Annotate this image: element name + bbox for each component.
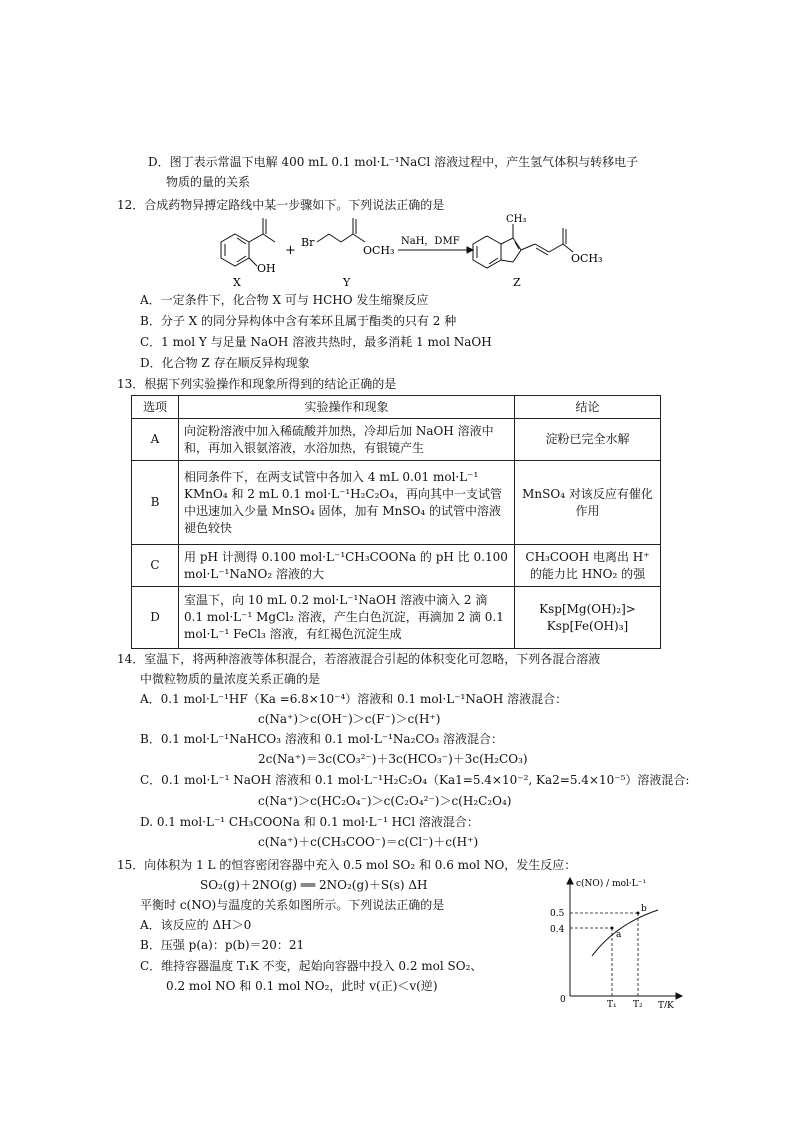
q15-option-a: A．该反应的 ΔH＞0 [140, 918, 252, 932]
q12-option-d: D．化合物 Z 存在顺反异构现象 [140, 356, 310, 370]
row-conclusion: 淀粉已完全水解 [515, 419, 661, 461]
compound-z-structure [473, 224, 573, 268]
y-label: Y [343, 276, 351, 289]
table-row [132, 545, 661, 587]
reaction-arrow [398, 247, 473, 253]
x-tick-t2: T₂ [633, 1000, 643, 1008]
row-option: B [132, 461, 179, 545]
origin-label: 0 [560, 995, 566, 1005]
q11-option-d-line1: D．图丁表示常温下电解 400 mL 0.1 mol·L⁻¹NaCl 溶液过程中，产生氢气体积与转移电子 [148, 155, 639, 169]
point-a-marker [611, 927, 614, 930]
q14-option-a: A．0.1 mol·L⁻¹HF（Ka =6.8×10⁻⁴）溶液和 0.1 mol·L⁻¹NaOH 溶液混合： [140, 692, 568, 706]
plus-sign: + [285, 243, 296, 258]
y-tick-0.5: 0.5 [550, 909, 565, 919]
q14-stem-line2: 中微粒物质的量浓度关系正确的是 [140, 672, 321, 686]
row-option: C [132, 545, 179, 587]
q15-option-c: C．维持容器温度 T₁K 不变，起始向容器中投入 0.2 mol SO₂、 [140, 959, 483, 973]
header-conclusion: 结论 [515, 396, 661, 419]
q14-option-c: C．0.1 mol·L⁻¹ NaOH 溶液和 0.1 mol·L⁻¹H₂C₂O₄（Ka1=5.4×10⁻², Ka2=5.4×10⁻⁵）溶液混合: [140, 773, 690, 787]
q12-stem: 12．合成药物异搏定路线中某一步骤如下。下列说法正确的是 [117, 198, 445, 212]
table-row [132, 419, 661, 461]
y-br-label: Br [301, 236, 315, 249]
table-row [132, 461, 661, 545]
z-label: Z [513, 276, 521, 289]
q13-experiment-table [131, 395, 661, 649]
row-option: A [132, 419, 179, 461]
q12-reaction-scheme [215, 210, 615, 290]
x-oh-label: OH [257, 262, 276, 275]
compound-y-structure [317, 218, 365, 242]
row-conclusion: Ksp[Mg(OH)₂]> Ksp[Fe(OH)₃] [515, 587, 661, 649]
q15-option-c-line2: 0.2 mol NO 和 0.1 mol NO₂，此时 v(正)＜v(逆) [166, 979, 438, 993]
row-operation: 向淀粉溶液中加入稀硫酸并加热，冷却后加 NaOH 溶液中和，再加入银氨溶液，水浴加热，有银镜产生 [179, 419, 515, 461]
point-b-label: b [641, 904, 647, 914]
compound-x-structure [221, 218, 275, 266]
q14-option-b-relation: 2c(Na⁺)＝3c(CO₃²⁻)＋3c(HCO₃⁻)＋3c(H₂CO₃) [258, 752, 528, 766]
q15-cno-temperature-graph [546, 876, 686, 1008]
table-row [132, 587, 661, 649]
q15-stem: 15．向体积为 1 L 的恒容密闭容器中充入 0.5 mol SO₂ 和 0.6 mol NO，发生反应： [117, 858, 577, 872]
row-operation: 相同条件下，在两支试管中各加入 4 mL 0.01 mol·L⁻¹ KMnO₄ 和 2 mL 0.1 mol·L⁻¹H₂C₂O₄，再向其中一支试管中迅速加入少量 MnSO₄ 固体，加有 MnSO₄ 的试管中溶液褪色较快 [179, 461, 515, 545]
q14-option-d-relation: c(Na⁺)＋c(CH₃COO⁻)＝c(Cl⁻)＋c(H⁺) [258, 835, 479, 849]
q11-option-d-line2: 物质的量的关系 [166, 175, 251, 189]
q13-stem: 13．根据下列实验操作和现象所得到的结论正确的是 [117, 377, 397, 391]
y-och3-label: OCH₃ [363, 244, 395, 257]
q15-equation: SO₂(g)＋2NO(g) ══ 2NO₂(g)＋S(s) ΔH [200, 878, 428, 892]
y-axis-arrow [567, 878, 573, 884]
q14-option-b: B．0.1 mol·L⁻¹NaHCO₃ 溶液和 0.1 mol·L⁻¹Na₂CO₃ 溶液混合： [140, 732, 504, 746]
y-tick-0.4: 0.4 [550, 925, 565, 935]
q12-option-b: B．分子 X 的同分异构体中含有苯环且属于酯类的只有 2 种 [140, 314, 457, 328]
x-label: X [233, 276, 241, 289]
q14-stem-line1: 14．室温下，将两种溶液等体积混合，若溶液混合引起的体积变化可忽略，下列各混合溶液 [117, 652, 601, 666]
x-axis-label: T/K [658, 1001, 674, 1008]
q12-option-c: C．1 mol Y 与足量 NaOH 溶液共热时，最多消耗 1 mol NaOH [140, 335, 492, 349]
z-och3-label: OCH₃ [571, 252, 603, 265]
q14-option-d: D. 0.1 mol·L⁻¹ CH₃COONa 和 0.1 mol·L⁻¹ HCl 溶液混合： [140, 815, 479, 829]
point-b-marker [637, 912, 640, 915]
q12-option-a: A．一定条件下，化合物 X 可与 HCHO 发生缩聚反应 [140, 293, 429, 307]
q15-option-b: B．压强 p(a)：p(b)＝20：21 [140, 938, 305, 952]
row-operation: 室温下，向 10 mL 0.2 mol·L⁻¹NaOH 溶液中滴入 2 滴 0.1 mol·L⁻¹ MgCl₂ 溶液，产生白色沉淀，再滴加 2 滴 0.1 mol·L⁻¹ FeCl₃ 溶液，有红褐色沉淀生成 [179, 587, 515, 649]
x-tick-t1: T₁ [607, 1000, 617, 1008]
row-conclusion: MnSO₄ 对该反应有催化作用 [515, 461, 661, 545]
equilibrium-curve [592, 910, 658, 956]
x-axis-arrow [676, 993, 682, 999]
table-header-row [132, 396, 661, 419]
row-option: D [132, 587, 179, 649]
header-operation: 实验操作和现象 [179, 396, 515, 419]
point-a-label: a [616, 930, 622, 940]
q14-option-c-relation: c(Na⁺)＞c(HC₂O₄⁻)＞c(C₂O₄²⁻)＞c(H₂C₂O₄) [258, 794, 512, 808]
q14-option-a-relation: c(Na⁺)＞c(OH⁻)＞c(F⁻)＞c(H⁺) [258, 712, 441, 726]
q15-stem-line3: 平衡时 c(NO)与温度的关系如图所示。下列说法正确的是 [140, 898, 445, 912]
row-operation: 用 pH 计测得 0.100 mol·L⁻¹CH₃COONa 的 pH 比 0.100 mol·L⁻¹NaNO₂ 溶液的大 [179, 545, 515, 587]
y-axis-label: c(NO) / mol·L⁻¹ [576, 879, 647, 889]
z-ch3-label: CH₃ [506, 214, 527, 225]
reagent-label: NaH，DMF [401, 236, 460, 247]
row-conclusion: CH₃COOH 电离出 H⁺ 的能力比 HNO₂ 的强 [515, 545, 661, 587]
header-option: 选项 [132, 396, 179, 419]
